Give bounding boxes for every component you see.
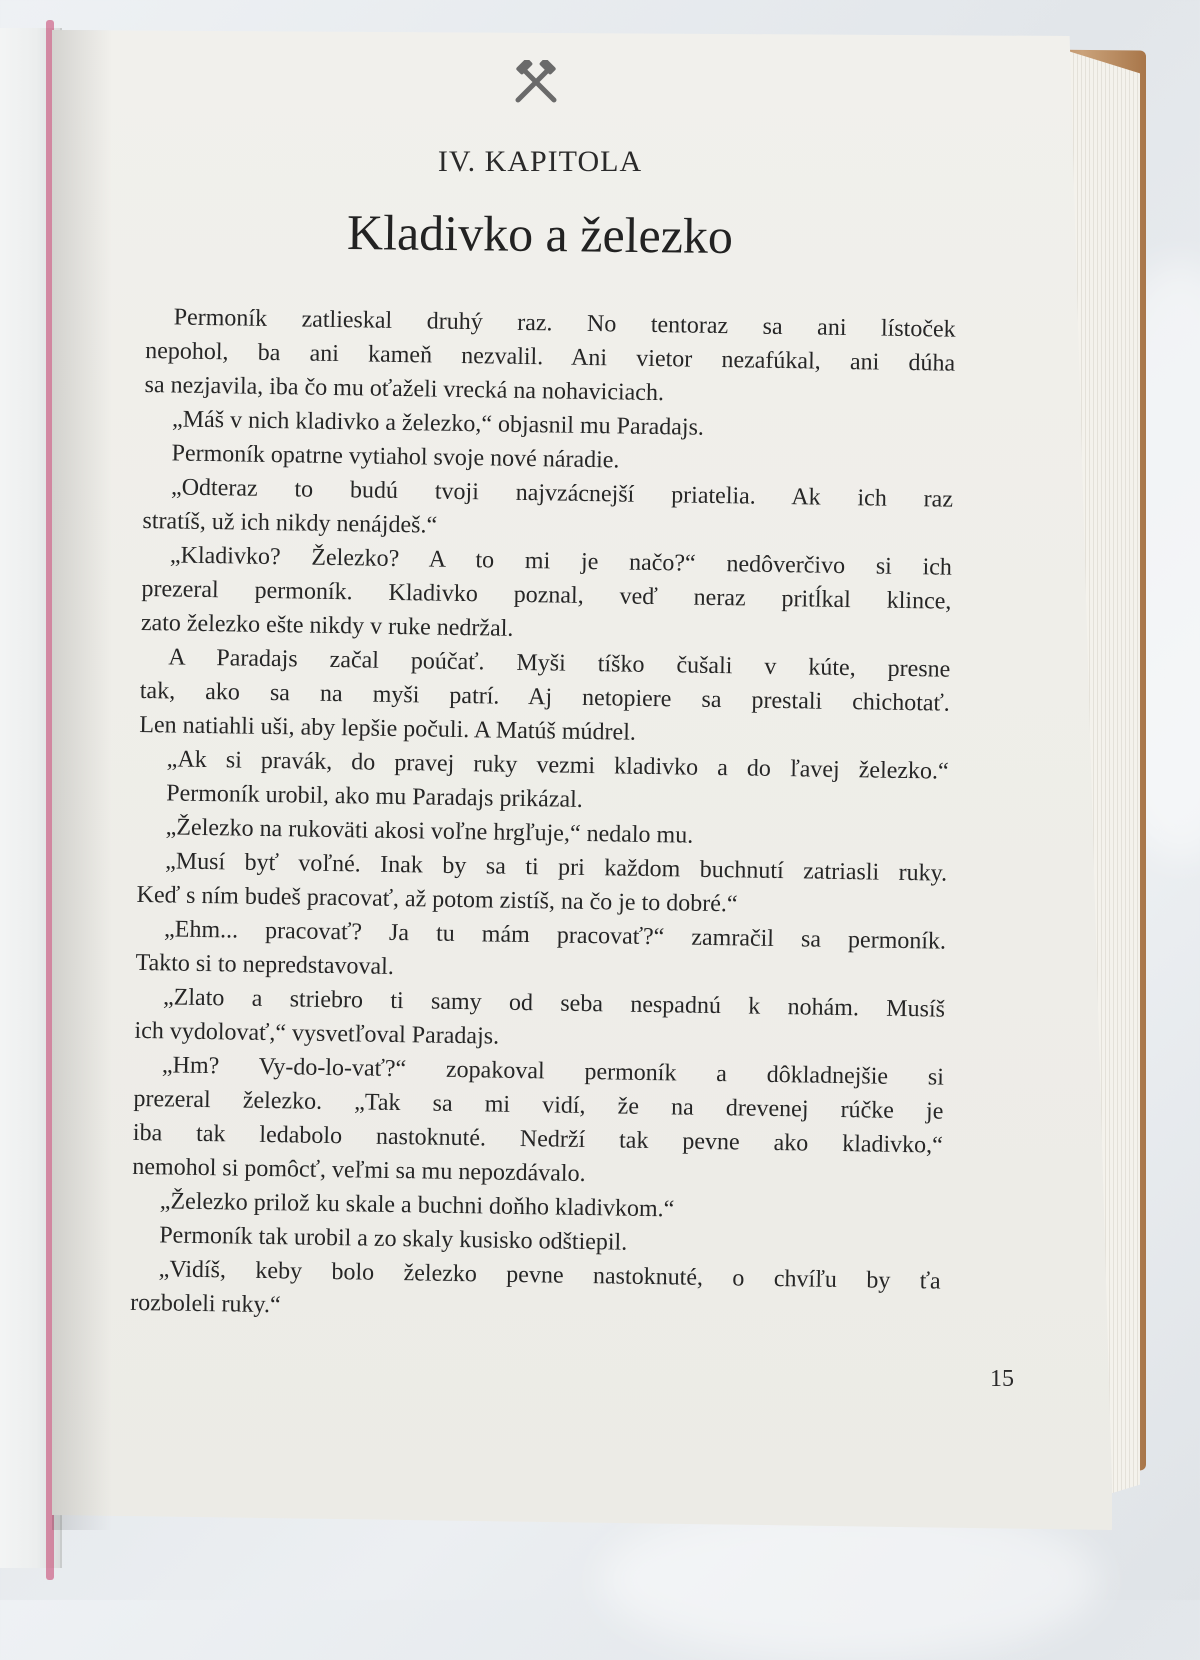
text-line: „Železko na rukoväti akosi voľne hrgľuje,“ nedalo mu. <box>165 814 694 849</box>
text-line: nepohol, ba ani kameň nezvalil. Ani vietor nezafúkal, ani dúha <box>144 337 956 377</box>
text-line: iba tak ledabolo nastoknuté. Nedrží tak pevne ako kladivko,“ <box>132 1119 944 1159</box>
text-line: prezeral permoník. Kladivko poznal, veď neraz pritĺkal klince, <box>141 575 952 615</box>
text-line: nemohol si pomôcť, veľmi sa mu nepozdávalo. <box>132 1153 586 1188</box>
text-line: tak, ako sa na myši patrí. Aj netopiere sa prestali chichotať. <box>139 677 950 717</box>
text-line: Keď s ním budeš pracovať, až potom zistíš, na čo je to dobré.“ <box>136 881 738 918</box>
text-line: „Vidíš, keby bolo železko pevne nastoknuté, o chvíľu by ťa <box>158 1256 941 1295</box>
text-line: Len natiahli uši, aby lepšie počuli. A Matúš múdrel. <box>139 711 637 746</box>
text-line: „Ak si pravák, do pravej ruky vezmi kladivko a do ľavej železko.“ <box>166 746 949 785</box>
text-line: prezeral železko. „Tak sa mi vidí, že na drevenej rúčke je <box>133 1085 944 1125</box>
text-line: „Zlato a striebro ti samy od seba nespadnú k nohám. Musíš <box>162 984 946 1023</box>
text-line: stratíš, už ich nikdy nenájdeš.“ <box>142 507 438 539</box>
text-line: sa nezjavila, iba čo mu oťaželi vrecká na nohaviciach. <box>144 371 665 407</box>
chapter-label: IV. KAPITOLA <box>437 145 643 178</box>
text-line: A Paradajs začal poúčať. Myši tíško čušali v kúte, presne <box>168 644 951 683</box>
text-line: „Ehm... pracovať? Ja tu mám pracovať?“ zamračil sa permoník. <box>163 916 947 955</box>
text-line: Permoník opatrne vytiahol svoje nové náradie. <box>171 440 620 474</box>
body-text <box>130 300 956 1333</box>
text-line: Permoník tak urobil a zo skaly kusisko odštiepil. <box>159 1222 628 1256</box>
page-number: 15 <box>990 1366 1014 1392</box>
text-line: „Musí byť voľné. Inak by sa ti pri každom buchnutí zatriasli ruky. <box>164 848 948 887</box>
text-line: Takto si to nepredstavoval. <box>135 949 395 980</box>
text-line: „Odteraz to budú tvoji najvzácnejší priatelia. Ak ich raz <box>170 474 954 513</box>
text-line: Permoník zatlieskal druhý raz. No tentoraz sa ani lístoček <box>173 304 956 343</box>
text-line: „Máš v nich kladivko a železko,“ objasnil mu Paradajs. <box>171 406 705 441</box>
chapter-title: Kladivko a železko <box>346 203 734 265</box>
text-line: „Hm? Vy-do-lo-vať?“ zopakoval permoník a dôkladnejšie si <box>161 1052 945 1091</box>
text-line: „Železko prilož ku skale a buchni doňho kladivkom.“ <box>159 1188 675 1223</box>
text-line: zato železko ešte nikdy v ruke nedržal. <box>140 609 514 642</box>
page-gutter-shadow <box>52 30 112 1530</box>
text-line: „Kladivko? Železko? A to mi je načo?“ nedôverčivo si ich <box>169 542 953 581</box>
text-line: ich vydolovať,“ vysvetľoval Paradajs. <box>134 1017 500 1050</box>
text-line: Permoník urobil, ako mu Paradajs prikázal. <box>166 780 583 813</box>
crossed-hammers-icon <box>510 60 562 104</box>
text-line: rozboleli ruky.“ <box>130 1289 281 1319</box>
